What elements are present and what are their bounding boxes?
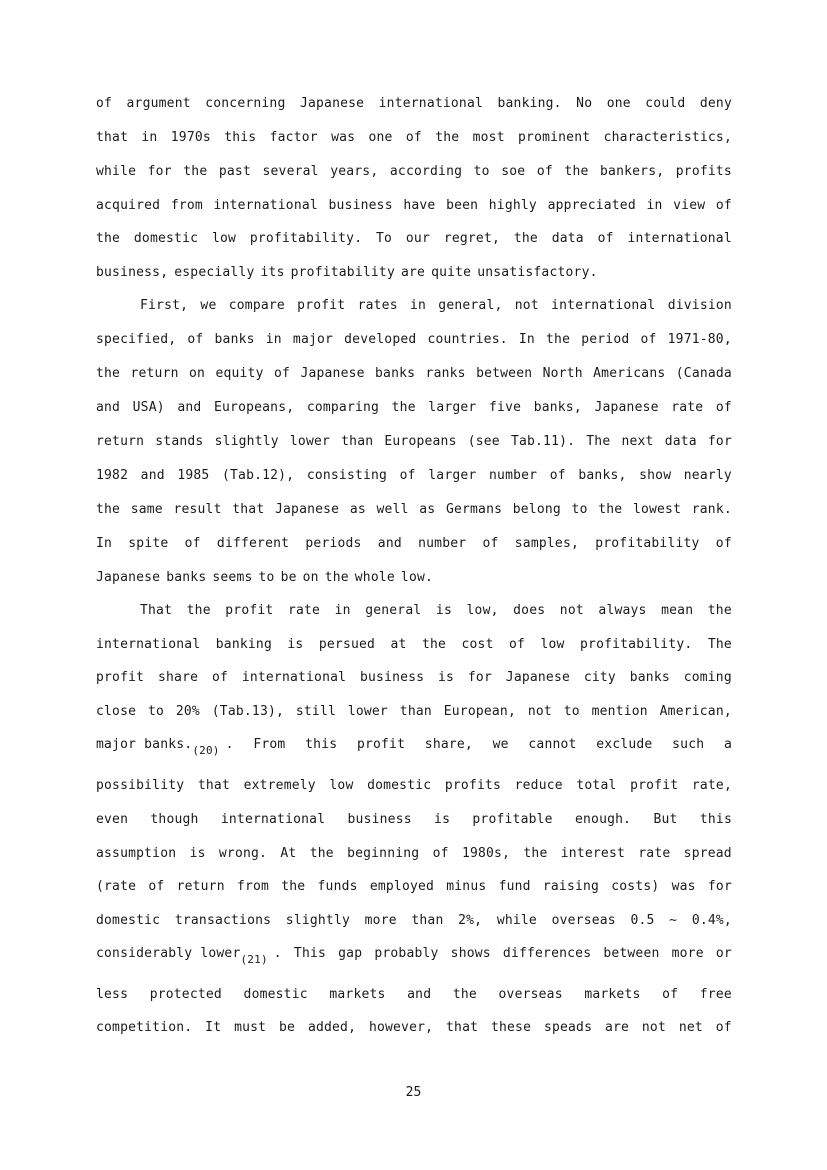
text-line: international banking is persued at the cost of low profitability. The bbox=[96, 637, 732, 652]
text-fragment: considerably lower bbox=[96, 946, 241, 961]
text-line: that in 1970s this factor was one of the most prominent characteristics, bbox=[96, 130, 732, 145]
text-line: and USA) and Europeans, comparing the larger five banks, Japanese rate of bbox=[96, 400, 732, 415]
text-line: specified, of banks in major developed countries. In the period of 1971-80, bbox=[96, 332, 732, 347]
text-line: (rate of return from the funds employed minus fund raising costs) was for bbox=[96, 879, 732, 894]
text-line: the same result that Japanese as well as Germans belong to the lowest rank. bbox=[96, 502, 732, 517]
text-line: First, we compare profit rates in general, not international division bbox=[140, 298, 732, 313]
text-line-with-footnote bbox=[96, 946, 732, 966]
text-line: Japanese banks seems to be on the whole low. bbox=[96, 570, 434, 585]
text-line: competition. It must be added, however, that these speads are not net of bbox=[96, 1020, 732, 1035]
text-line: assumption is wrong. At the beginning of 1980s, the interest rate spread bbox=[96, 846, 732, 861]
text-line: return stands slightly lower than Europeans (see Tab.11). The next data for bbox=[96, 434, 732, 449]
text-line: acquired from international business have been highly appreciated in view of bbox=[96, 198, 732, 213]
text-line: possibility that extremely low domestic profits reduce total profit rate, bbox=[96, 778, 732, 793]
footnote-ref-21: (21) bbox=[240, 953, 268, 966]
text-fragment: major banks. bbox=[96, 737, 193, 752]
text-line: less protected domestic markets and the overseas markets of free bbox=[96, 987, 732, 1002]
text-line: of argument concerning Japanese international banking. No one could deny bbox=[96, 96, 732, 111]
text-line-with-footnote bbox=[96, 737, 732, 757]
footnote-ref-20: (20) bbox=[192, 744, 220, 757]
text-fragment: . This gap probably shows differences between more or bbox=[273, 946, 732, 961]
text-fragment: . From this profit share, we cannot exclude such a bbox=[225, 737, 732, 752]
text-line: the domestic low profitability. To our regret, the data of international bbox=[96, 231, 732, 246]
text-line: business, especially its profitability are quite unsatisfactory. bbox=[96, 265, 598, 280]
text-line: even though international business is profitable enough. But this bbox=[96, 812, 732, 827]
text-line: That the profit rate in general is low, does not always mean the bbox=[140, 603, 732, 618]
text-line: domestic transactions slightly more than 2%, while overseas 0.5 ~ 0.4%, bbox=[96, 913, 732, 928]
page-number: 25 bbox=[405, 1085, 422, 1100]
text-line: close to 20% (Tab.13), still lower than European, not to mention American, bbox=[96, 704, 732, 719]
text-line: In spite of different periods and number of samples, profitability of bbox=[96, 536, 732, 551]
text-line: 1982 and 1985 (Tab.12), consisting of larger number of banks, show nearly bbox=[96, 468, 732, 483]
text-line: profit share of international business is for Japanese city banks coming bbox=[96, 670, 732, 685]
text-line: the return on equity of Japanese banks ranks between North Americans (Canada bbox=[96, 366, 732, 381]
text-line: while for the past several years, according to soe of the bankers, profits bbox=[96, 164, 732, 179]
